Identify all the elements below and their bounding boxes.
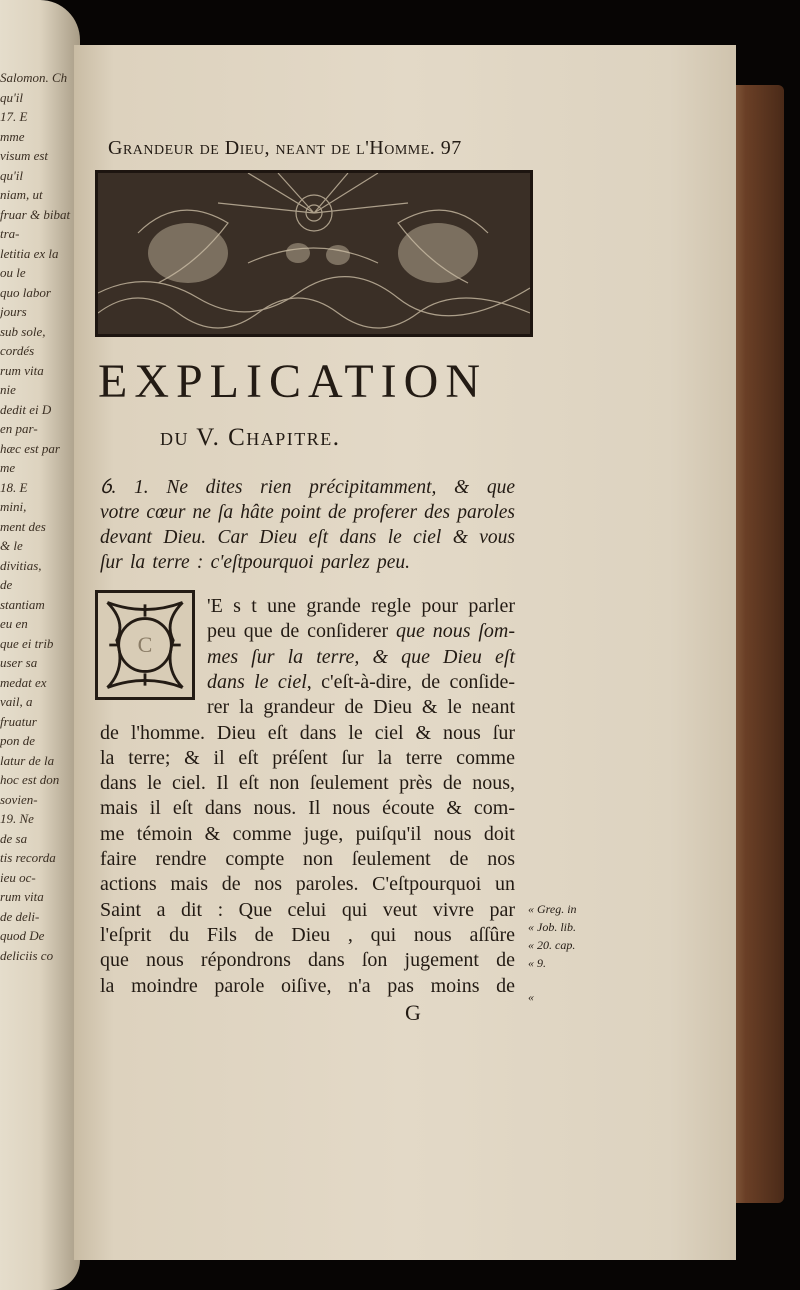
left-page-text: & le	[0, 538, 23, 553]
body-text: mais il eſt dans nous. Il nous écoute & com-	[100, 797, 515, 820]
left-page-text: niam, ut	[0, 187, 43, 202]
left-page-text: fruar & bibat	[0, 206, 71, 222]
body-text: dans le ciel	[207, 670, 307, 693]
left-page-text: letitia ex la	[0, 245, 59, 261]
left-page-text: 17. E	[0, 109, 28, 124]
left-page-text: dedit ei D	[0, 401, 52, 417]
left-page-text: user sa	[0, 655, 38, 670]
left-page-text: sovien-	[0, 791, 38, 807]
body-line	[207, 695, 515, 720]
left-page-text: divitias,	[0, 557, 42, 573]
left-page-text: de deli-	[0, 908, 40, 924]
signature-mark: G	[405, 1000, 421, 1025]
left-page-text: vail, a	[0, 694, 33, 709]
margin-note: « 20. cap.	[528, 938, 576, 952]
body-line	[100, 746, 515, 771]
left-page-text: en par-	[0, 421, 38, 436]
left-page-text: me	[0, 460, 16, 475]
body-line	[100, 771, 515, 796]
left-page-text: sub sole,	[0, 323, 46, 339]
body-line	[100, 872, 515, 897]
left-page-text: ou le	[0, 265, 26, 280]
body-text: la moindre parole oiſive, n'a pas moins de	[100, 974, 515, 997]
drop-cap-ornament	[95, 590, 195, 700]
body-line	[100, 923, 515, 948]
left-page-text: 18. E	[0, 479, 28, 495]
left-page-text: rum vita	[0, 362, 44, 378]
body-text: Saint a dit : Que celui qui veut vivre par	[100, 898, 515, 921]
body-line	[100, 796, 515, 821]
body-line	[100, 847, 515, 872]
body-text: la terre; & il eſt préſent ſur la terre comme	[100, 746, 515, 769]
drop-cap-letter: C	[137, 632, 153, 657]
left-page-text: mini,	[0, 499, 27, 514]
left-page-text: ieu oc-	[0, 869, 36, 885]
left-page-text: visum est	[0, 148, 49, 163]
body-text: , c'eſt-à-dire, de conſide-	[306, 670, 515, 693]
body-text: peu que de conſiderer	[207, 620, 397, 643]
body-line	[100, 898, 515, 923]
left-page-text: jours	[0, 304, 27, 319]
running-head: Grandeur de Dieu, neant de l'Homme. 97	[108, 137, 462, 159]
left-page-text: stantiam	[0, 596, 45, 612]
left-page-text: de	[0, 577, 13, 592]
body-line	[207, 670, 515, 695]
body-text: actions mais de nos paroles. C'eſtpourquoi un	[100, 873, 515, 896]
left-page-text: Salomon. Ch	[0, 70, 68, 85]
body-text: l'eſprit du Fils de Dieu , qui nous aſſûre	[100, 923, 515, 946]
body-text: que nous ſom-	[396, 620, 515, 643]
chapter-title: EXPLICATION	[98, 355, 487, 408]
left-page-text: nie	[0, 382, 16, 397]
left-page-text: tis recorda	[0, 850, 56, 865]
left-page-text: hoc est don	[0, 772, 60, 787]
left-page-text: 19. Ne	[0, 811, 34, 826]
body-text: faire rendre compte non ſeulement de nos	[100, 848, 515, 870]
margin-note: « Greg. in	[528, 902, 577, 916]
body-text: de l'homme. Dieu eſt dans le ciel & nous ſur	[100, 721, 515, 744]
left-page-text: que ei trib	[0, 635, 54, 651]
left-page-text: pon de	[0, 733, 36, 748]
body-line	[100, 948, 515, 973]
left-page-text: hæc est par	[0, 440, 60, 456]
body-text: me témoin & comme juge, puiſqu'il nous doit	[100, 822, 515, 845]
verse-line: votre cœur ne ſa hâte point de proferer des paroles	[100, 502, 515, 523]
verse-line: ſur la terre : c'eſtpourquoi parlez peu.	[100, 552, 410, 573]
left-page-text: qu'il	[0, 167, 24, 183]
verse-line: devant Dieu. Car Dieu eſt dans le ciel & vous	[100, 527, 515, 548]
left-page-text: latur de la	[0, 752, 55, 768]
left-page-text: deliciis co	[0, 947, 54, 963]
left-page-text: quo labor	[0, 284, 51, 300]
left-page-text: medat ex	[0, 674, 47, 690]
body-line	[100, 721, 515, 746]
left-page-text: quod De	[0, 928, 45, 943]
left-page-text: cordés	[0, 343, 35, 358]
left-page-text: qu'il	[0, 89, 24, 105]
facing-left-page	[0, 0, 80, 1290]
body-text: dans le ciel. Il eſt non ſeulement près de nous,	[100, 772, 515, 795]
left-page-text: de sa	[0, 830, 28, 846]
body-text: que nous répondrons dans ſon jugement de	[100, 949, 515, 972]
body-line	[100, 974, 515, 999]
left-page-text: rum vita	[0, 889, 44, 904]
left-page-text: ment des	[0, 518, 46, 534]
margin-note: « Job. lib.	[528, 920, 576, 934]
margin-note: «	[528, 990, 534, 1004]
body-line	[207, 645, 515, 670]
woodcut-illustration	[95, 170, 533, 337]
body-line	[100, 822, 515, 847]
verse-line: ỽ. 1. Ne dites rien précipitamment, & que	[100, 477, 515, 498]
margin-note: « 9.	[528, 956, 546, 970]
left-page-text: eu en	[0, 616, 28, 631]
body-text: 'E s t une grande regle pour parler	[207, 595, 515, 617]
body-line	[207, 619, 515, 644]
left-page-text: tra-	[0, 226, 20, 241]
chapter-subtitle: du V. Chapitre.	[160, 424, 341, 451]
body-line	[207, 594, 515, 619]
left-page-text: fruatur	[0, 713, 37, 729]
body-text: rer la grandeur de Dieu & le neant	[207, 696, 515, 719]
body-text: mes ſur la terre, & que Dieu eſt	[207, 645, 515, 668]
left-page-text: mme	[0, 128, 25, 144]
